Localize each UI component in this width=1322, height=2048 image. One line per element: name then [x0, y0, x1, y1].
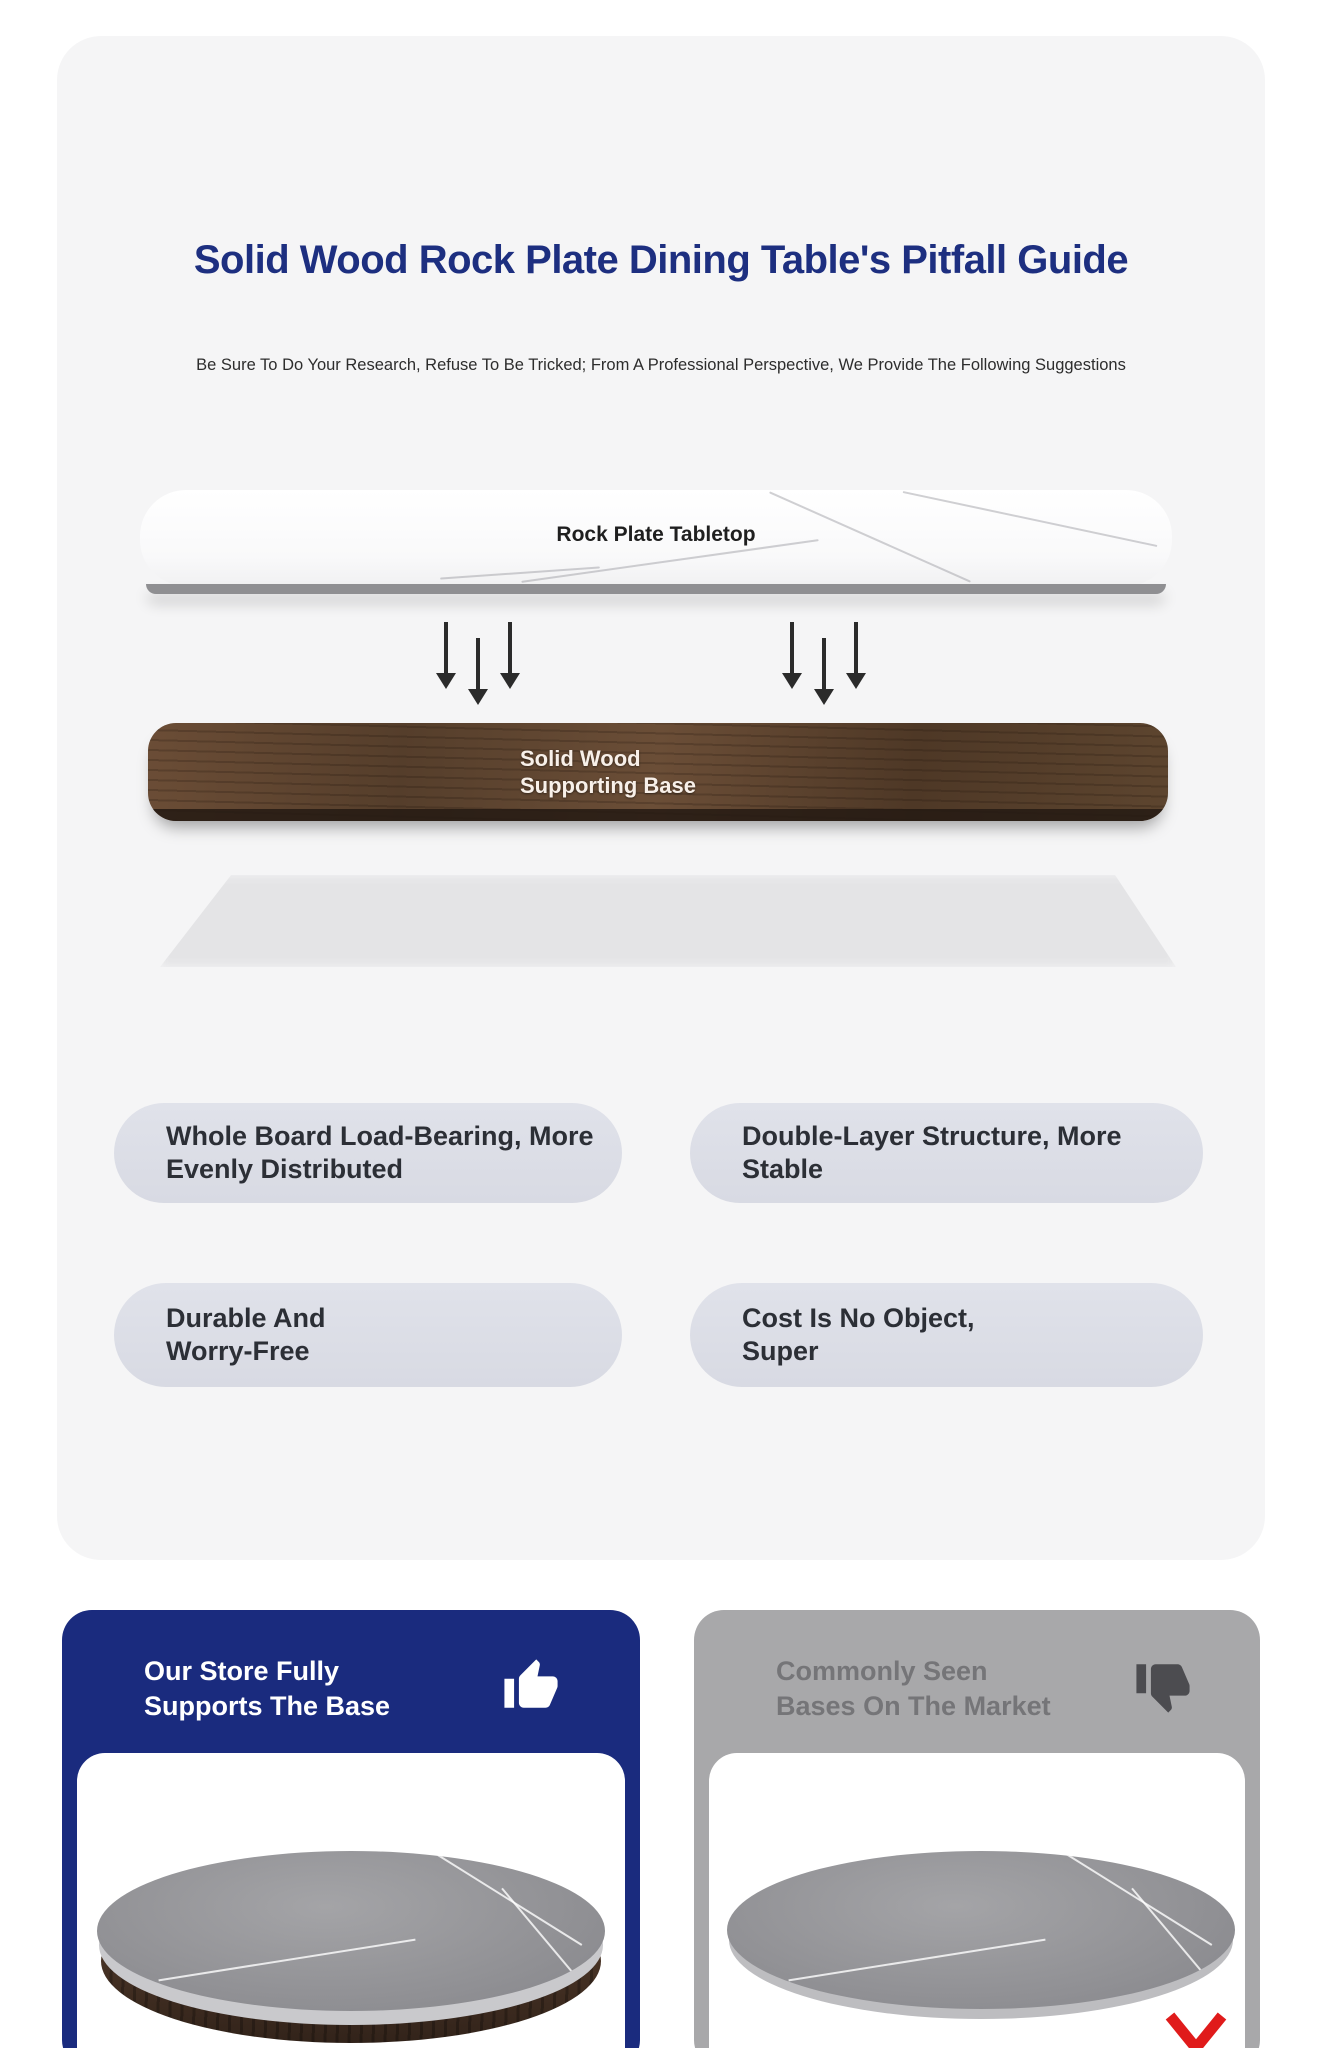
benefit-text: Stable — [742, 1154, 824, 1184]
market-card — [694, 1610, 1260, 2048]
benefit-pill-cost — [690, 1283, 1203, 1387]
marble-vein — [158, 1939, 415, 1982]
market-product-panel — [709, 1753, 1245, 2048]
benefit-pill-load-bearing — [114, 1103, 622, 1203]
down-arrow-icon — [508, 622, 512, 674]
tabletop-label: Rock Plate Tabletop — [556, 523, 756, 546]
rock-plate-tabletop-illustration — [140, 490, 1172, 586]
marble-vein — [1042, 1851, 1213, 1946]
benefit-text: Durable And — [166, 1303, 326, 1333]
reject-x-icon — [1164, 2008, 1228, 2048]
wood-base-label-line1: Solid Wood — [520, 746, 641, 771]
benefit-pill-durable — [114, 1283, 622, 1387]
our-store-product-panel — [77, 1753, 625, 2048]
thumbs-down-icon — [1134, 1654, 1192, 1718]
tabletop-side-edge — [146, 584, 1166, 594]
benefit-text: Worry-Free — [166, 1336, 310, 1366]
our-store-title-line1: Our Store Fully — [144, 1656, 340, 1686]
benefit-text: Double-Layer Structure, More — [742, 1121, 1122, 1151]
page-title: Solid Wood Rock Plate Dining Table's Pitfall Guide — [193, 238, 1129, 282]
thumbs-up-icon — [502, 1654, 560, 1718]
page-subtitle: Be Sure To Do Your Research, Refuse To Be Tricked; From A Professional Perspective, We Provide The Following Suggestions — [196, 356, 1126, 374]
down-arrow-icon — [444, 622, 448, 674]
market-title-line1: Commonly Seen — [776, 1656, 988, 1686]
marble-vein — [412, 1851, 583, 1946]
marble-vein — [788, 1939, 1045, 1982]
wood-base-label-line2: Supporting Base — [520, 773, 697, 798]
down-arrow-icon — [854, 622, 858, 674]
benefit-pill-double-layer — [690, 1103, 1203, 1203]
down-arrow-icon — [822, 638, 826, 690]
benefit-text: Evenly Distributed — [166, 1154, 404, 1184]
market-title-line2: Bases On The Market — [776, 1691, 1051, 1721]
our-store-card-title — [144, 1654, 390, 1724]
down-arrow-icon — [790, 622, 794, 674]
down-arrow-icon — [476, 638, 480, 690]
solid-wood-base-illustration — [148, 723, 1168, 821]
our-store-title-line2: Supports The Base — [144, 1691, 391, 1721]
benefit-text: Super — [742, 1336, 819, 1366]
our-store-card — [62, 1610, 640, 2048]
benefit-text: Cost Is No Object, — [742, 1303, 975, 1333]
rock-slab-top — [727, 1851, 1235, 2009]
rock-slab-top — [97, 1851, 605, 2011]
benefit-text: Whole Board Load-Bearing, More — [166, 1121, 594, 1151]
market-card-title — [776, 1654, 1051, 1724]
base-shadow-silhouette — [160, 875, 1176, 967]
wood-base-label — [520, 745, 696, 799]
